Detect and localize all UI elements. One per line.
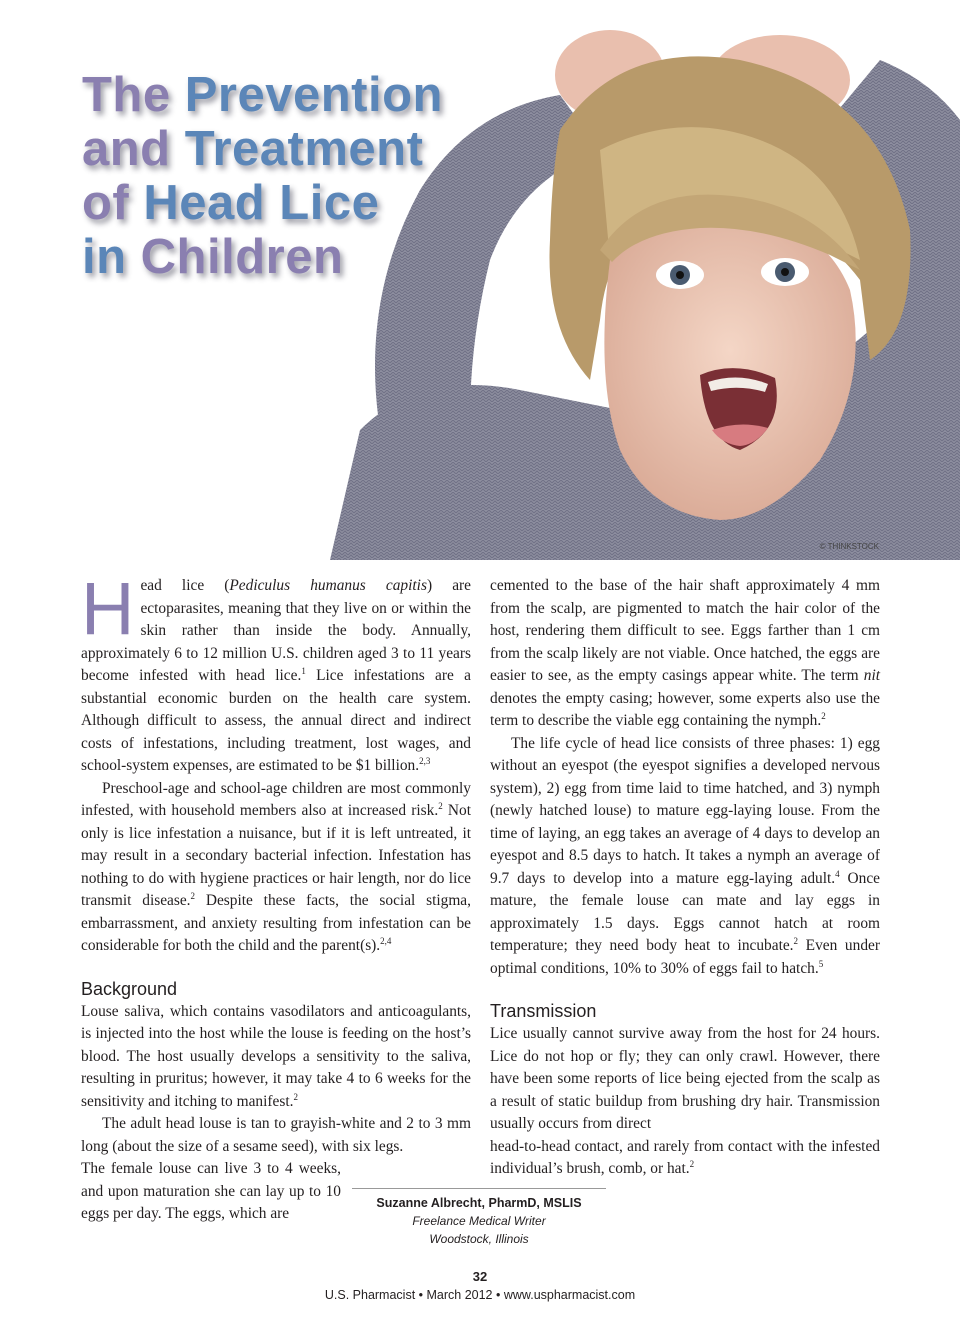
paragraph-adult-louse: The adult head louse is tan to grayish-white and 2 to 3 mm long (about the size of a sesame seed), with six legs. <box>81 1115 471 1155</box>
citation: 2 <box>689 1159 695 1169</box>
author-role: Freelance Medical Writer <box>412 1214 546 1228</box>
citation: 2 <box>821 711 826 721</box>
citation: 2 <box>293 1091 298 1102</box>
paragraph-transmission-end: head-to-head contact, and rarely from contact with the infested individual’s brush, comb, or hat.$^2$ <box>490 1137 880 1177</box>
title-line-4: in Children <box>82 230 344 284</box>
scientific-name: Pediculus humanus capitis <box>229 577 427 594</box>
title-line-2: and Treatment <box>82 122 424 176</box>
footer-publication-line: U.S. Pharmacist • March 2012 • www.uspharmacist.com <box>324 1288 636 1302</box>
heading-transmission: Transmission <box>490 1001 597 1021</box>
author-box <box>352 1188 606 1248</box>
citation: 2,3 <box>419 756 431 766</box>
paragraph-louse-saliva: Louse saliva, which contains vasodilators and anticoagulants, is injected into the host while the louse is feeding on the host’s blood. The host usually develops a sensitivity to the saliva, resulting in pruritus; however, it may take 4 to 6 weeks for the sensitivity and itching to manifest.$^2$ <box>81 1002 471 1110</box>
paragraph-children-infested: Preschool-age and school-age children are most commonly infested, with household members also at increased risk.$^2$ Not only is lice infestation a nuisance, but if it is left untreated, it may result in a secondary bacterial infection. Infestation has nothing to do with hygiene practices or hair length, nor do lice transmit disease.$^2$ Despite these facts, the social stigma, embarrassment, and anxiety resulting from infestation can be considerable for both the child and the parent(s).$^{2,4}$ <box>81 779 472 954</box>
author-name: Suzanne Albrecht, PharmD, MSLIS <box>376 1196 582 1210</box>
paragraph-eggs: cemented to the base of the hair shaft approximately 4 mm from the scalp, are pigmented to match the hair color of the host, rendering them difficult to see. Eggs farther than 1 cm from the scalp likely are not viable. Once hatched, the eggs are easier to see, as the empty casings appear white. The term nit denotes the empty casing; however, some experts also use the term to describe the viable egg containing the nymph.$^2$ <box>490 577 880 729</box>
citation: 2,4 <box>380 936 392 946</box>
paragraph-female-louse: The female louse can live 3 to 4 weeks, and upon maturation she can lay up to 10 eggs per day. The eggs, which are <box>81 1160 341 1222</box>
article-title <box>82 68 502 284</box>
citation: 1 <box>301 666 306 676</box>
term-nit: nit <box>863 667 880 684</box>
heading-background: Background <box>81 978 178 999</box>
paragraph-life-cycle: The life cycle of head lice consists of three phases: 1) egg without an eyespot (the eyespot signifies a developed nervous system), 2) egg from time laid to time hatched, and 3) nymph (newly hatched louse) to mature egg-laying louse. From the time of laying, an egg takes an average of 4 days to develop an eyespot and 8.5 days to hatch. It takes a nymph an average of 9.7 days to develop into a mature egg-laying adult.$^4$ Once mature, the female louse can mate and lay eggs in approximately 1.5 days. Eggs cannot hatch at room temperature; they need body heat to incubate.$^2$ Even under optimal conditions, 10% to 30% of eggs fail to hatch.$^5$ <box>490 734 880 977</box>
author-location: Woodstock, Illinois <box>429 1232 529 1246</box>
title-line-3: of Head Lice <box>82 176 380 230</box>
title-line-1: The Prevention <box>82 68 443 122</box>
drop-cap: H <box>81 567 135 650</box>
citation: 4 <box>835 868 840 879</box>
citation: 5 <box>818 958 824 969</box>
page-number: 32 <box>472 1269 488 1284</box>
citation: 2 <box>438 801 443 811</box>
left-column <box>81 567 472 1226</box>
paragraph-transmission: Lice usually cannot survive away from the host for 24 hours. Lice do not hop or fly; they can only crawl. However, there have been some reports of lice being ejected from the scalp as a result of static buildup from brushing dry hair. Transmission usually occurs from direct <box>490 1025 880 1132</box>
photo-credit: © THINKSTOCK <box>819 542 879 551</box>
citation: 2 <box>793 936 799 946</box>
citation: 2 <box>190 891 196 901</box>
right-column <box>490 575 880 1181</box>
paragraph-intro: Head lice (Pediculus humanus capitis) are ectoparasites, meaning that they live on or within the skin rather than inside the body. Annually, approximately 6 to 12 million U.S. children aged 3 to 11 years become infested with head lice.$^1$ Lice infestations are a substantial economic burden on the health care system. Although difficult to assess, the annual direct and indirect costs of infestations, including treatment, lost wages, and school-system expenses, are estimated to be $1 billion.$^{2,3}$ <box>81 567 471 774</box>
